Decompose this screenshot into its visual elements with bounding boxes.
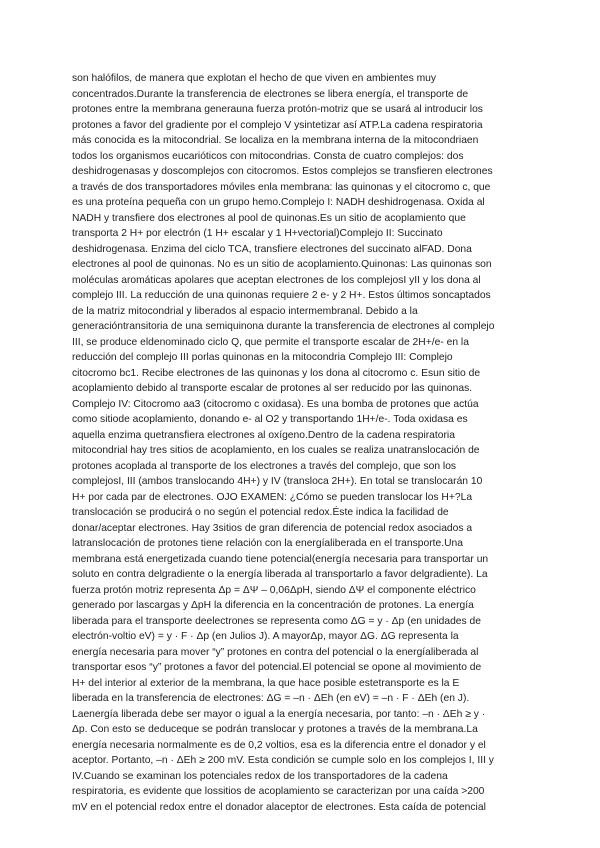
text-line: aquella enzima quetransfiera electrones al oxígeno.Dentro de la cadena respiratoria — [72, 429, 455, 441]
text-line: complejosI, III (ambos translocando 4H+) y IV (transloca 2H+). En total se translocarán 10 — [72, 476, 483, 487]
text-line: energía necesaria normalmente es de 0,2 voltios, esa es la diferencia entre el donador y el — [72, 739, 486, 751]
text-line: membrana está energetizada cuando tiene potencial(energía necesaria para transportar un — [72, 553, 489, 565]
text-line: protones a favor del gradiente por el complejo V ysintetizar así ATP.La cadena respiratoria — [72, 119, 483, 131]
text-line: IV.Cuando se examinan los potenciales redox de los transportadores de la cadena — [72, 770, 448, 782]
text-line: transportar esos “y” protones a favor del potencial.El potencial se opone al movimiento de — [72, 662, 482, 673]
text-line: más conocida es la mitocondrial. Se localiza en la membrana interna de la mitocondriaen — [72, 135, 479, 146]
text-line: III, se produce eldenominado ciclo Q, que permite el transporte escalar de 2H+/e- en la — [72, 336, 469, 348]
text-line: a través de dos transportadores móviles enla membrana: las quinonas y el citocromo c, que — [72, 181, 491, 193]
text-line: todos los organismos eucarióticos con mitocondrias. Consta de cuatro complejos: dos — [72, 150, 464, 162]
text-line: donar/aceptar electrones. Hay 3sitios de gran diferencia de potencial redox asociados a — [72, 522, 473, 534]
text-line: respiratoria, es evidente que lossitios de acoplamiento se caracterizan por una caída >200 — [72, 786, 485, 797]
text-line: reducción del complejo III porlas quinonas en la mitocondria Complejo III: Complejo — [72, 352, 453, 363]
text-line: aceptor. Portanto, –n · ΔEh ≥ 200 mV. Esta condición se cumple solo en los complejos I, III y — [72, 755, 494, 766]
body-text — [72, 71, 532, 815]
text-line: liberada en la transferencia de electrones: ΔG = –n · ΔEh (en eV) = –n · F · ΔEh (en J). — [72, 693, 470, 704]
text-line: moléculas aromáticas apolares que aceptan electrones de los complejosI yII y los dona al — [72, 274, 481, 286]
text-line: acoplamiento debido al transporte escalar de protones al ser reducido por las quinonas. — [72, 383, 473, 394]
text-line: como sitiode acoplamiento, donando e- al O2 y transportando 1H+/e-. Toda oxidasa es — [72, 414, 468, 425]
text-line: mitocondrial hay tres sitios de acoplamiento, en los cuales se realiza unatranslocación de — [72, 445, 480, 456]
text-line: translocación se producirá o no según el potencial redox.Éste indica la facilidad de — [72, 507, 449, 518]
text-line: citocromo bc1. Recibe electrones de las quinonas y los dona al citocromo c. Esun sitio de — [72, 367, 481, 379]
text-line: Laenergía liberada debe ser mayor o igual a la energía necesaria, por tanto: –n · ΔEh ≥ y · — [72, 708, 486, 720]
text-line: protones entre la membrana generauna fuerza protón-motriz que se usará al introducir los — [72, 104, 483, 115]
text-line: electrón-voltio eV) = y · F · Δp (en Julios J). A mayorΔp, mayor ΔG. ΔG representa la — [72, 631, 459, 642]
text-line: transporta 2 H+ por electrón (1 H+ escalar y 1 H+vectorial)Complejo II: Succinato — [72, 228, 443, 239]
text-line: H+ del interior al exterior de la membrana, la que hace posible estetransporte es la E — [72, 677, 460, 689]
text-line: H+ por cada par de electrones. OJO EXAMEN: ¿Cómo se pueden translocar los H+?La — [72, 491, 473, 503]
text-line: protones acoplada al transporte de los electrones a través del complejo, que son los — [72, 460, 457, 472]
text-line: mV en el potencial redox entre el donador alaceptor de electrones. Esta caída de potencial — [72, 801, 486, 813]
text-line: soluto en contra delgradiente o la energía liberada al transportarlo a favor delgradiente). La — [72, 569, 488, 580]
text-line: Complejo IV: Citocromo aa3 (citocromo c oxidasa). Es una bomba de protones que actúa — [72, 398, 479, 410]
text-line: deshidrogenasa. Enzima del ciclo TCA, transfiere electrones del succinato alFAD. Dona — [72, 243, 472, 255]
text-line: latranslocación de protones tiene relación con la energíaliberada en el transporte.Una — [72, 538, 463, 549]
text-line: es una proteína pequeña con un grupo hemo.Complejo I: NADH deshidrogenasa. Oxida al — [72, 197, 485, 208]
text-line: son halófilos, de manera que explotan el hecho de que viven en ambientes muy — [72, 73, 437, 84]
text-line: de la matriz mitocondrial y liberados al espacio intermembranal. Debido a la — [72, 305, 418, 317]
text-line: liberada para el transporte deelectrones se representa como ΔG = y · Δp (en unidades de — [72, 615, 481, 627]
text-line: fuerza protón motriz representa Δp = ΔΨ – 0,06ΔpH, siendo ΔΨ el componente eléctrico — [72, 584, 476, 596]
text-line: NADH y transfiere dos electrones al pool de quinonas.Es un sitio de acoplamiento que — [72, 212, 466, 224]
text-line: deshidrogenasas y doscomplejos con citocromos. Estos complejos se transfieren electrones — [72, 166, 493, 177]
text-line: generacióntransitoria de una semiquinona durante la transferencia de electrones al complejo — [72, 321, 495, 332]
text-line: Δp. Con esto se deduceque se podrán translocar y protones a través de la membrana.La — [72, 724, 478, 735]
text-line: electrones al pool de quinonas. No es un sitio de acoplamiento.Quinonas: Las quinonas son — [72, 259, 492, 270]
text-line: energía necesaria para mover “y” protones en contra del potencial o la energíaliberada al — [72, 646, 479, 658]
text-line: complejo III. La reducción de una quinonas requiere 2 e- y 2 H+. Estos últimos soncaptados — [72, 290, 491, 301]
text-line: generado por lascargas y ΔpH la diferencia en la concentración de protones. La energía — [72, 600, 474, 611]
text-line: concentrados.Durante la transferencia de electrones se libera energía, el transporte de — [72, 88, 469, 100]
